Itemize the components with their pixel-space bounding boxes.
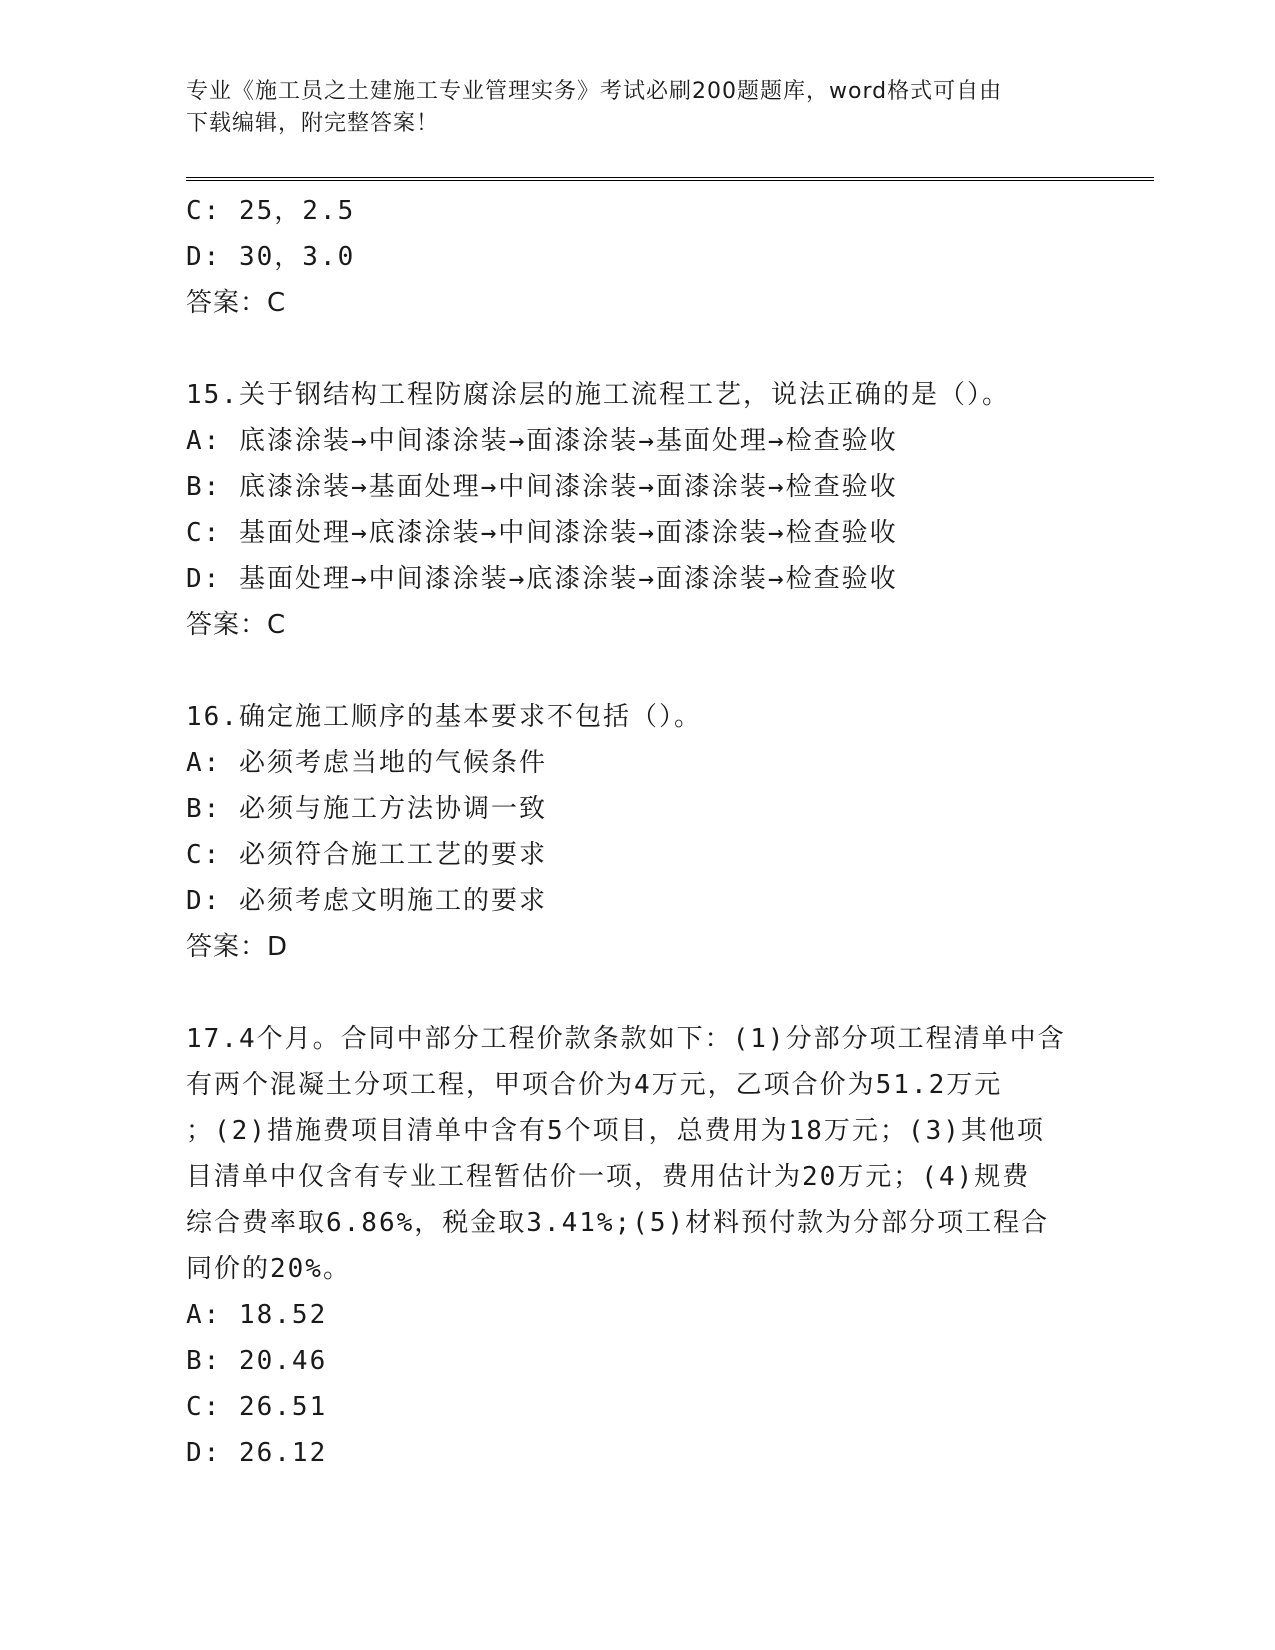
question-text-line: ；(2)措施费项目清单中含有5个项目，总费用为18万元；(3)其他项	[186, 1116, 1045, 1146]
question-text: 16.确定施工顺序的基本要求不包括（）。	[186, 702, 702, 732]
question-text-line: 有两个混凝土分项工程，甲项合价为4万元，乙项合价为51.2万元	[186, 1070, 1003, 1100]
question-15-block	[186, 372, 1086, 648]
question-text-line: 同价的20%。	[186, 1254, 351, 1284]
answer-label: 答案：C	[186, 610, 287, 640]
page-header	[186, 76, 1066, 140]
option-a: A: 必须考虑当地的气候条件	[186, 748, 547, 778]
option-d: D: 必须考虑文明施工的要求	[186, 886, 547, 916]
question-text: 15.关于钢结构工程防腐涂层的施工流程工艺，说法正确的是（）。	[186, 380, 1010, 410]
header-line-2: 下载编辑，附完整答案！	[186, 111, 440, 136]
option-b: B: 底漆涂装→基面处理→中间漆涂装→面漆涂装→检查验收	[186, 472, 898, 502]
answer-label: 答案：C	[186, 288, 287, 318]
option-a: A: 底漆涂装→中间漆涂装→面漆涂装→基面处理→检查验收	[186, 426, 898, 456]
question-text-line: 目清单中仅含有专业工程暂估价一项，费用估计为20万元；(4)规费	[186, 1162, 1031, 1192]
question-14-block	[186, 188, 1086, 326]
question-17-block	[186, 1016, 1086, 1476]
option-c: C: 必须符合施工工艺的要求	[186, 840, 547, 870]
question-text-line: 17.4个月。合同中部分工程价款条款如下：(1)分部分项工程清单中含	[186, 1024, 1066, 1054]
option-d: D: 26.12	[186, 1438, 328, 1468]
option-c: C: 26.51	[186, 1392, 328, 1422]
header-line-1: 专业《施工员之土建施工专业管理实务》考试必刷200题题库，word格式可自由	[186, 79, 1003, 104]
question-16-block	[186, 694, 1086, 970]
option-b: B: 20.46	[186, 1346, 328, 1376]
question-content	[186, 188, 1086, 1476]
option-c: C: 25，2.5	[186, 196, 356, 226]
option-b: B: 必须与施工方法协调一致	[186, 794, 547, 824]
option-c: C: 基面处理→底漆涂装→中间漆涂装→面漆涂装→检查验收	[186, 518, 898, 548]
option-a: A: 18.52	[186, 1300, 328, 1330]
option-d: D: 基面处理→中间漆涂装→底漆涂装→面漆涂装→检查验收	[186, 564, 898, 594]
answer-label: 答案：D	[186, 932, 289, 962]
header-divider	[186, 177, 1154, 181]
option-d: D: 30，3.0	[186, 242, 356, 272]
question-text-line: 综合费率取6.86%，税金取3.41%;(5)材料预付款为分部分项工程合	[186, 1208, 1050, 1238]
